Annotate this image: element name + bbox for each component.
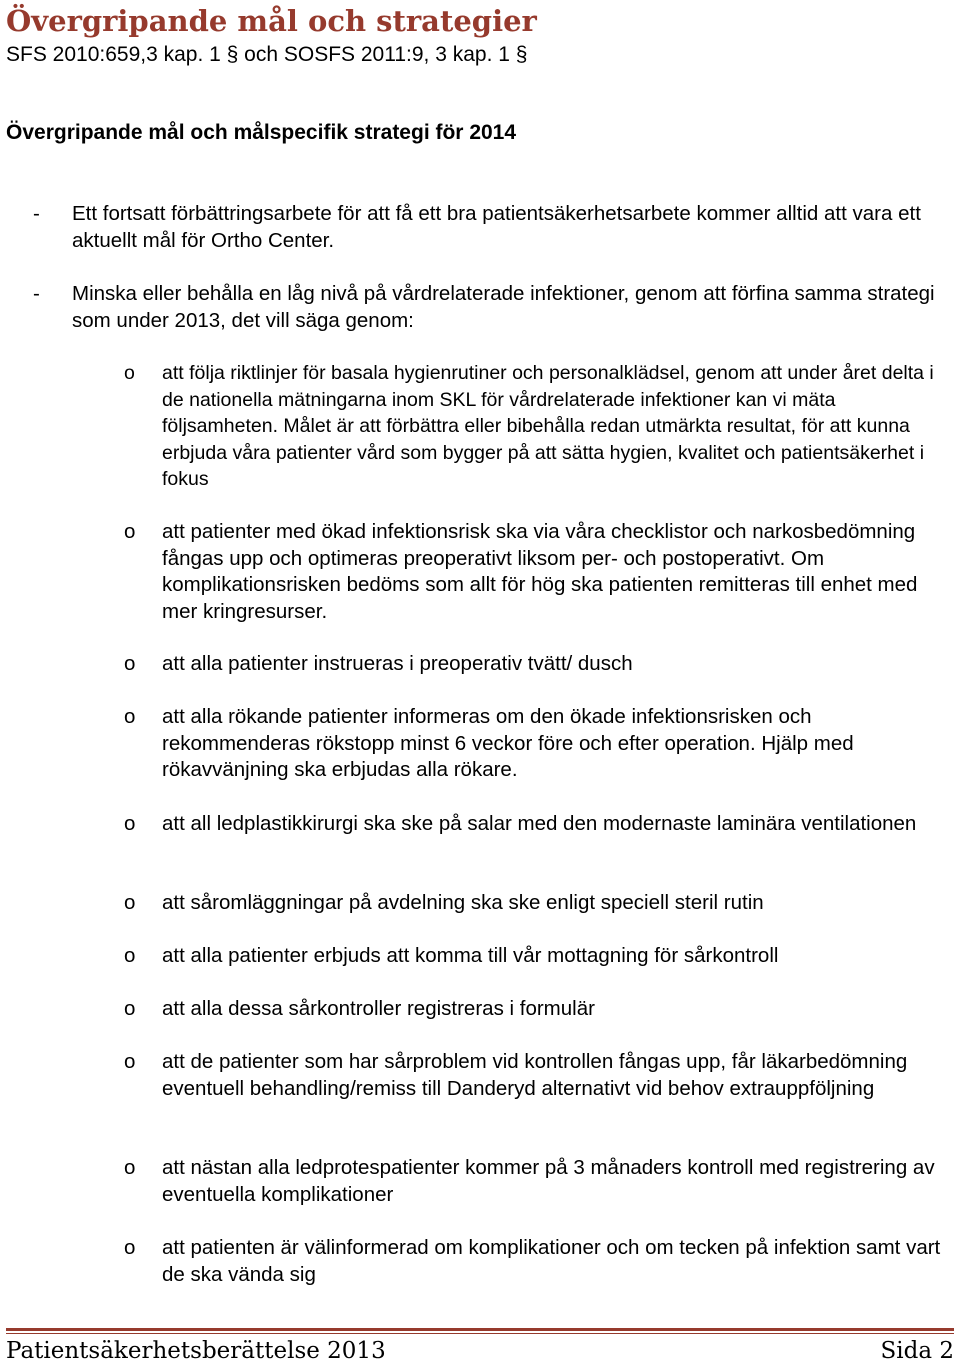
dash-item-text: Ett fortsatt förbättringsarbete för att få ett bra patientsäkerhetsarbete kommer alltid att vara ett aktuellt mål för Ortho Center. [72,202,921,252]
list-item-text: att alla dessa sårkontroller registreras i formulär [162,997,595,1020]
legal-reference: SFS 2010:659,3 kap. 1 § och SOSFS 2011:9, 3 kap. 1 § [6,43,528,66]
list-item-text: att följa riktlinjer för basala hygienrutiner och personalklädsel, genom att under året delta i de nationella mätningarna inom SKL för vårdrelaterade infektioner kan vi mäta följsamheten. Målet är att förbättra eller bibehålla redan utmärkta resultat, för att kunna erbjuda våra patienter vård som bygger på att sätta hygien, kvalitet och patientsäkerhet i fokus [162,362,934,490]
page-title: Övergripande mål och strategier [6,4,537,38]
bullet-marker: o [124,520,136,543]
bullet-marker: o [124,1236,136,1259]
bullet-marker: o [124,812,136,835]
list-item-text: att all ledplastikkirurgi ska ske på salar med den modernaste laminära ventilationen [162,812,917,835]
bullet-marker: o [124,1050,136,1073]
bullet-marker: o [124,652,136,675]
bullet-marker: o [124,705,136,728]
list-item-text: att patienten är välinformerad om komplikationer och om tecken på infektion samt vart de ska vända sig [162,1236,941,1286]
list-item-text: att nästan alla ledprotespatienter kommer på 3 månaders kontroll med registrering av eventuella komplikationer [162,1156,935,1206]
footer-divider [6,1328,954,1331]
bullet-marker: o [124,997,136,1020]
list-item-text: att alla patienter erbjuds att komma till vår mottagning för sårkontroll [162,944,779,967]
footer-divider-thin [6,1333,954,1334]
section-heading: Övergripande mål och målspecifik strategi för 2014 [6,121,517,144]
list-item-text: att alla patienter instrueras i preoperativ tvätt/ dusch [162,652,633,675]
list-item-text: att alla rökande patienter informeras om den ökade infektionsrisken och rekommenderas rökstopp minst 6 veckor före och efter operation. Hjälp med rökavvänjning ska erbjudas alla rökare. [162,705,854,781]
bullet-marker: o [124,891,136,914]
bullet-marker: o [124,944,136,967]
dash-item-text: Minska eller behålla en låg nivå på vårdrelaterade infektioner, genom att förfina samma strategi som under 2013, det vill säga genom: [72,282,935,332]
bullet-marker: o [124,362,135,384]
list-item-text: att såromläggningar på avdelning ska ske enligt speciell steril rutin [162,891,764,914]
page-number: Sida 2 [880,1338,954,1364]
dash-marker: - [33,282,40,305]
list-item-text: att patienter med ökad infektionsrisk ska via våra checklistor och narkosbedömning fångas upp och optimeras preoperativt liksom per- och postoperativt. Om komplikationsrisken bedöms som allt för hög ska patienten remitteras till enhet med mer kringresurser. [162,520,918,623]
list-item-text: att de patienter som har sårproblem vid kontrollen fångas upp, får läkarbedömning eventuell behandling/remiss till Danderyd alternativt vid behov extrauppföljning [162,1050,908,1100]
footer-document-title: Patientsäkerhetsberättelse 2013 [6,1338,386,1364]
dash-marker: - [33,202,40,225]
bullet-marker: o [124,1156,136,1179]
